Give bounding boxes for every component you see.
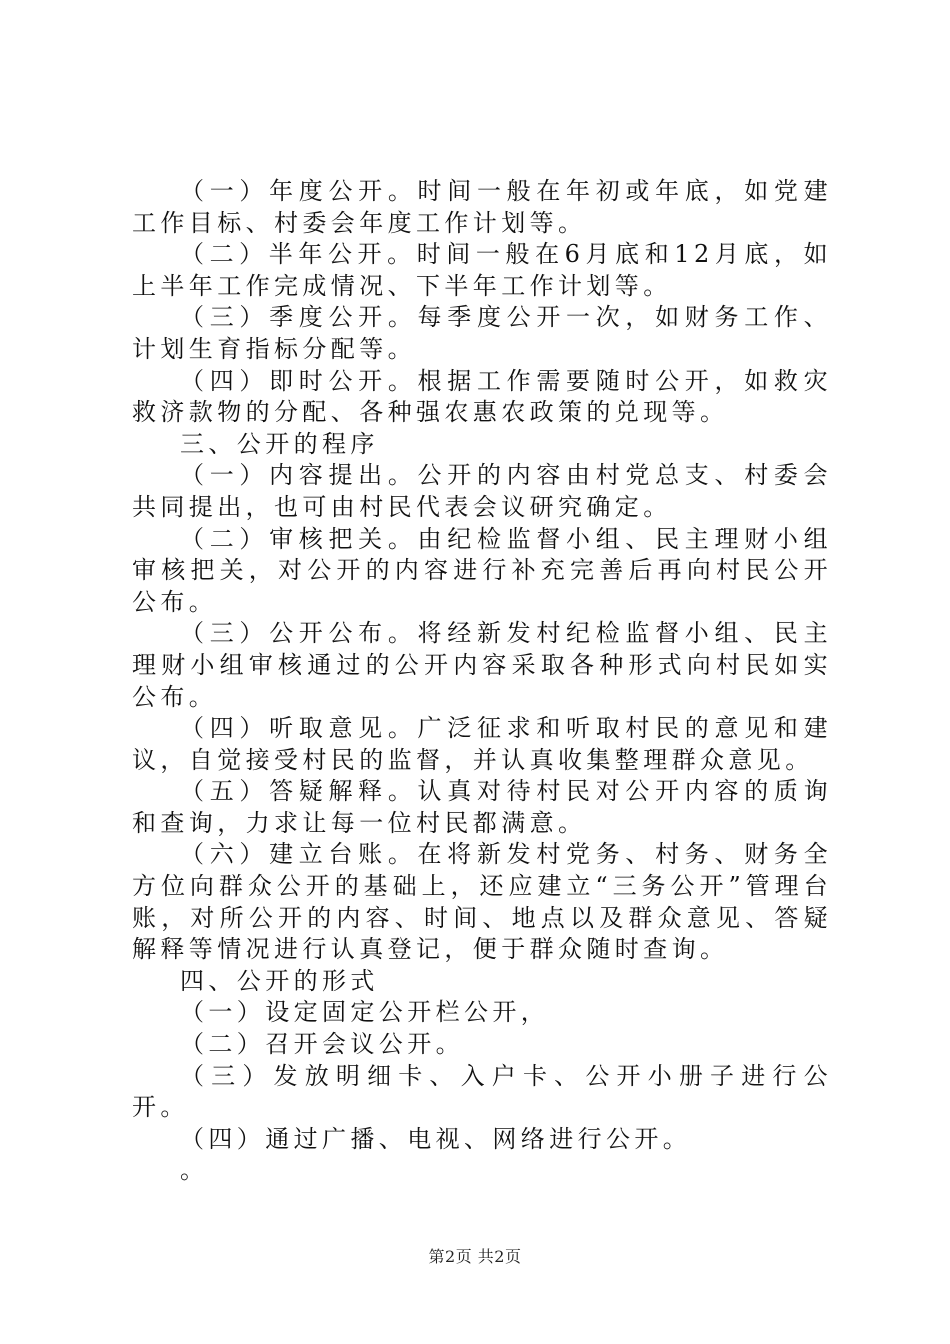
list-item-cards-booklets: （三）发放明细卡、入户卡、公开小册子进行公开。 xyxy=(132,1061,832,1122)
paragraph-semiannual-disclosure: （二）半年公开。时间一般在6月底和12月底，如上半年工作完成情况、下半年工作计划等。 xyxy=(132,240,832,300)
list-item-bulletin-board: （一）设定固定公开栏公开， xyxy=(180,998,550,1027)
paragraph-quarterly-disclosure: （三）季度公开。每季度公开一次，如财务工作、计划生育指标分配等。 xyxy=(132,303,832,363)
paragraph-review-check: （二）审核把关。由纪检监督小组、民主理财小组审核把关，对公开的内容进行补充完善后再向村民公开公布。 xyxy=(132,524,832,616)
trailing-period: 。 xyxy=(180,1156,209,1185)
document-body xyxy=(132,176,832,1187)
paragraph-establish-ledger: （六）建立台账。在将新发村党务、村务、财务全方位向群众公开的基础上，还应建立“三务公开”管理台账，对所公开的内容、时间、地点以及群众意见、答疑解释等情况进行认真登记，便于群众随时查询。 xyxy=(132,840,832,964)
section-heading-procedure: 三、公开的程序 xyxy=(180,429,379,458)
paragraph-immediate-disclosure: （四）即时公开。根据工作需要随时公开，如救灾救济款物的分配、各种强农惠农政策的兑现等。 xyxy=(132,366,832,427)
section-heading-forms: 四、公开的形式 xyxy=(180,966,379,995)
paragraph-hear-opinions: （四）听取意见。广泛征求和听取村民的意见和建议，自觉接受村民的监督，并认真收集整理群众意见。 xyxy=(132,714,832,774)
paragraph-content-proposal: （一）内容提出。公开的内容由村党总支、村委会共同提出，也可由村民代表会议研究确定。 xyxy=(132,461,832,521)
page-footer: 第2页 共2页 xyxy=(428,1247,522,1266)
paragraph-annual-disclosure: （一）年度公开。时间一般在年初或年底，如党建工作目标、村委会年度工作计划等。 xyxy=(132,177,832,237)
list-item-broadcast-media: （四）通过广播、电视、网络进行公开。 xyxy=(180,1124,692,1153)
list-item-meetings: （二）召开会议公开。 xyxy=(180,1030,464,1059)
paragraph-answer-questions: （五）答疑解释。认真对待村民对公开内容的质询和查询，力求让每一位村民都满意。 xyxy=(132,777,832,837)
paragraph-public-announcement: （三）公开公布。将经新发村纪检监督小组、民主理财小组审核通过的公开内容采取各种形式向村民如实公布。 xyxy=(132,619,832,711)
